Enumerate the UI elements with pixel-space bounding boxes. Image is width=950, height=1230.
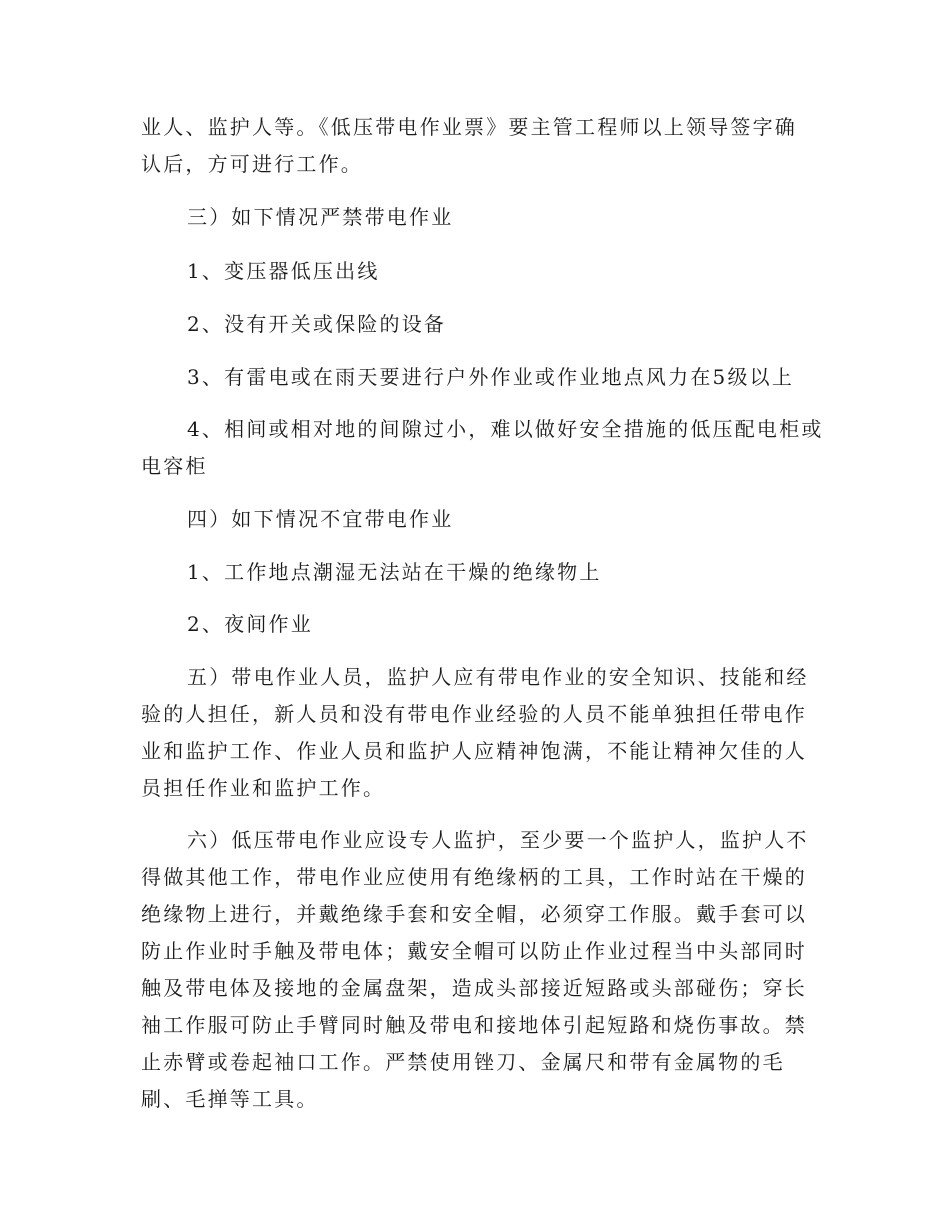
list-item: 1、变压器低压出线 (187, 259, 380, 283)
section-paragraph-line: 绝缘物上进行，并戴绝缘手套和安全帽，必须穿工作服。戴手套可以 (141, 902, 807, 926)
list-item-continuation: 电容柜 (141, 454, 208, 478)
list-item: 2、没有开关或保险的设备 (187, 312, 447, 336)
section-paragraph-line: 六）低压带电作业应设专人监护，至少要一个监护人，监护人不 (187, 828, 809, 852)
section-paragraph-line: 验的人担任，新人员和没有带电作业经验的人员不能单独担任带电作 (141, 702, 807, 726)
paragraph-line: 业人、监护人等。《低压带电作业票》要主管工程师以上领导签字确 (141, 115, 797, 139)
section-paragraph-line: 袖工作服可防止手臂同时触及带电和接地体引起短路和烧伤事故。禁 (141, 1013, 807, 1037)
list-item: 4、相间或相对地的间隙过小，难以做好安全措施的低压配电柜或 (187, 417, 824, 441)
list-item: 3、有雷电或在雨天要进行户外作业或作业地点风力在5级以上 (187, 365, 795, 389)
section-heading: 四）如下情况不宜带电作业 (187, 507, 454, 531)
section-paragraph-line: 刷、毛掸等工具。 (141, 1087, 319, 1111)
section-paragraph-line: 业和监护工作、作业人员和监护人应精神饱满，不能让精神欠佳的人 (141, 739, 807, 763)
section-paragraph-line: 五）带电作业人员，监护人应有带电作业的安全知识、技能和经 (187, 665, 809, 689)
list-item: 2、夜间作业 (187, 612, 313, 636)
section-paragraph-line: 防止作业时手触及带电体；戴安全帽可以防止作业过程当中头部同时 (141, 939, 807, 963)
section-paragraph-line: 止赤臂或卷起袖口工作。严禁使用锉刀、金属尺和带有金属物的毛 (141, 1050, 785, 1074)
section-paragraph-line: 触及带电体及接地的金属盘架，造成头部接近短路或头部碰伤；穿长 (141, 976, 807, 1000)
section-paragraph-line: 员担任作业和监护工作。 (141, 776, 386, 800)
section-heading: 三）如下情况严禁带电作业 (187, 205, 454, 229)
section-paragraph-line: 得做其他工作，带电作业应使用有绝缘柄的工具，工作时站在干燥的 (141, 865, 807, 889)
list-item: 1、工作地点潮湿无法站在干燥的绝缘物上 (187, 560, 602, 584)
paragraph-line: 认后，方可进行工作。 (141, 152, 363, 176)
